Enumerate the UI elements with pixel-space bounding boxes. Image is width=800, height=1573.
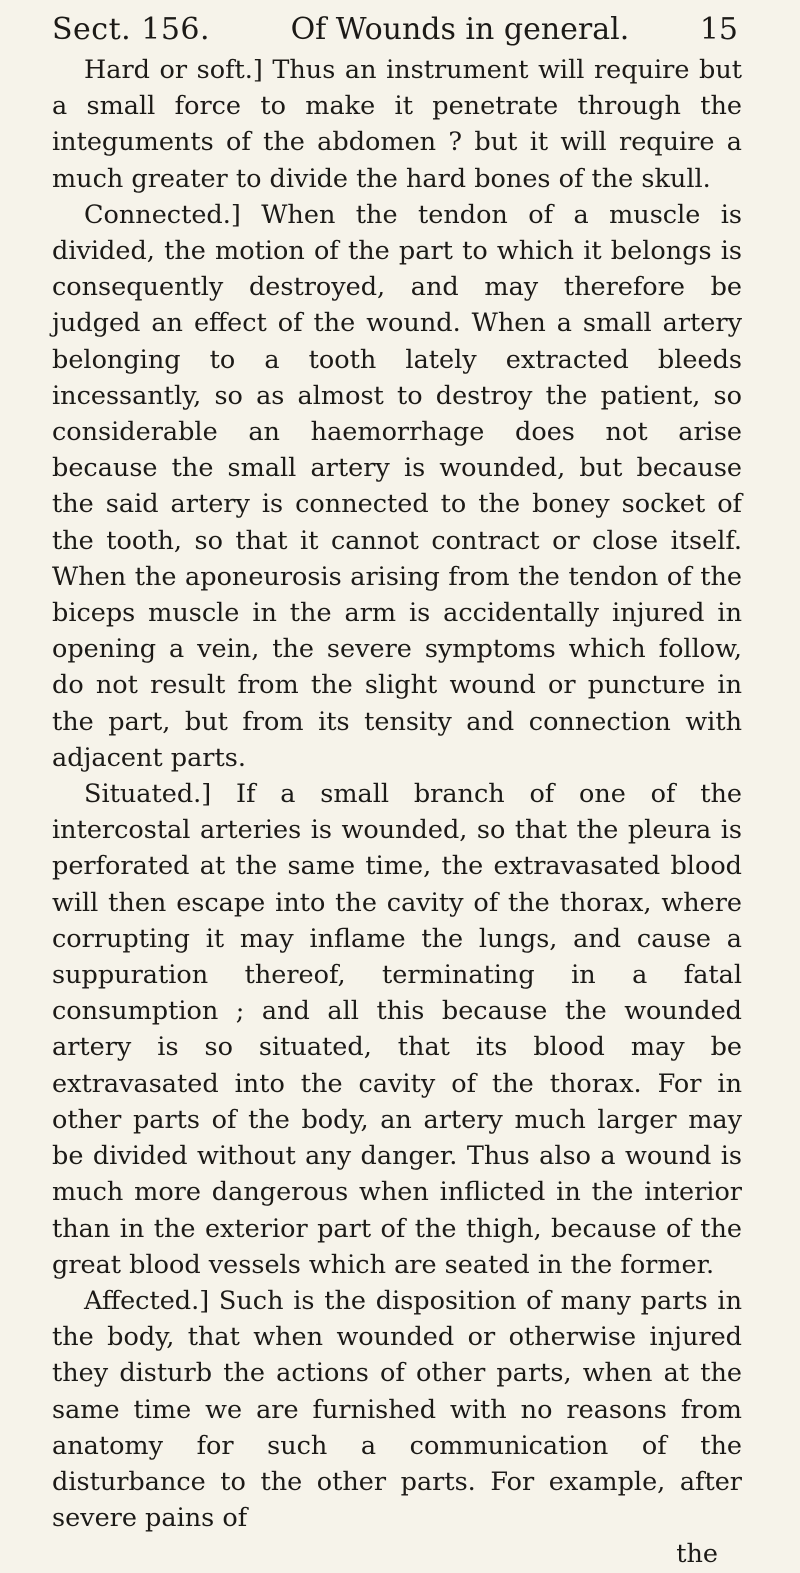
page-number: 15 [699, 12, 738, 47]
running-head [52, 8, 742, 52]
catchword: the [676, 1539, 718, 1570]
paragraph-connected: Connected.] When the tendon of a muscle is divided, the motion of the part to which it belongs is consequently destroyed, and may therefore be judged an effect of the wound. When a small artery belonging to a tooth lately extracted bleeds incessantly, so as almost to destroy the patient, so considerable an haemorrhage does not arise because the small artery is wounded, but because the said artery is connected to the boney socket of the tooth, so that it cannot contract or close itself. When the aponeurosis arising from the tendon of the biceps muscle in the arm is accidentally injured in opening a vein, the severe symptoms which follow, do not result from the slight wound or puncture in the part, but from its tensity and connection with adjacent parts. [52, 199, 742, 773]
body-text [52, 52, 742, 1573]
paragraph-affected: Affected.] Such is the disposition of many parts in the body, that when wounded or otherwise injured they disturb the actions of other parts, when at the same time we are furnished with no reasons from anatomy for such a communication of the disturbance to the other parts. For example, after severe pains of [52, 1285, 742, 1534]
paragraph-situated: Situated.] If a small branch of one of the intercostal arteries is wounded, so that the pleura is perforated at the same time, the extravasated blood will then escape into the cavity of the thorax, where corrupting it may inflame the lungs, and cause a suppuration thereof, terminating in a fatal consumption ; and all this because the wounded artery is so situated, that its blood may be extravasated into the cavity of the thorax. For in other parts of the body, an artery much larger may be divided without any danger. Thus also a wound is much more dangerous when inflicted in the interior than in the exterior part of the thigh, because of the great blood vessels which are seated in the former. [52, 779, 742, 1280]
paragraph-hard-or-soft: Hard or soft.] Thus an instrument will require but a small force to make it penetrate through the integuments of the abdomen ? but it will require a much greater to divide the hard bones of the skull. [52, 55, 742, 194]
running-title: Of Wounds in general. [290, 12, 630, 47]
section-number: Sect. 156. [52, 12, 211, 47]
